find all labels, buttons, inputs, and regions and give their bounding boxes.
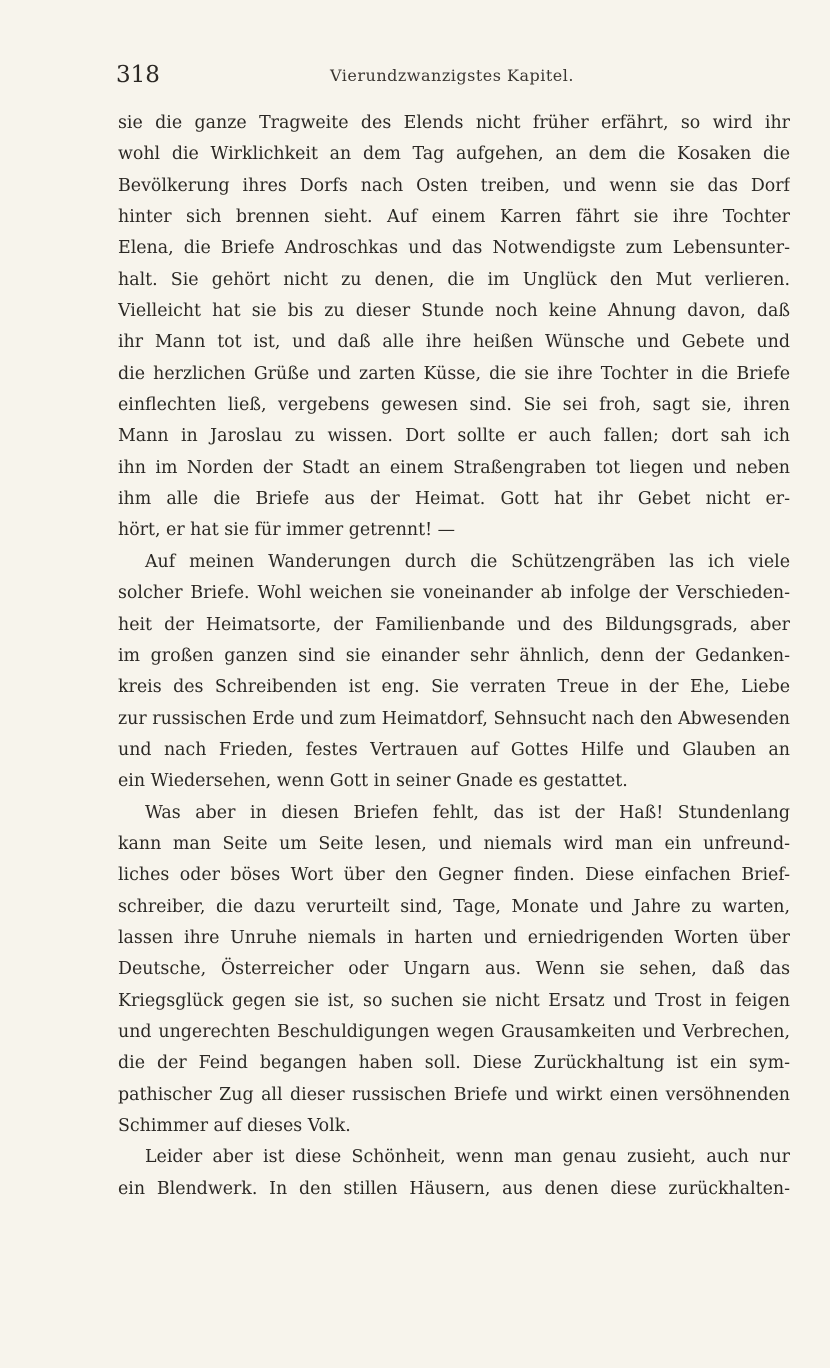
text-line: lassen ihre Unruhe niemals in harten und erniedrigenden Worten über — [118, 927, 790, 948]
text-line: ein Wiedersehen, wenn Gott in seiner Gnade es gestattet. — [118, 771, 628, 792]
page-header — [112, 62, 792, 96]
text-line: wohl die Wirklichkeit an dem Tag aufgehen, an dem die Kosaken die — [118, 144, 790, 165]
body-text — [118, 108, 790, 1205]
text-line: schreiber, die dazu verurteilt sind, Tage, Monate und Jahre zu warten, — [118, 896, 790, 917]
text-line: Auf meinen Wanderungen durch die Schützengräben las ich viele — [145, 551, 790, 572]
text-line: heit der Heimatsorte, der Familienbande und des Bildungsgrads, aber — [118, 614, 790, 635]
text-line: liches oder böses Wort über den Gegner finden. Diese einfachen Brief- — [118, 865, 790, 886]
text-line: Deutsche, Österreicher oder Ungarn aus. Wenn sie sehen, daß das — [118, 959, 790, 980]
text-line: Was aber in diesen Briefen fehlt, das ist der Haß! Stundenlang — [145, 802, 790, 823]
text-line: zur russischen Erde und zum Heimatdorf, Sehnsucht nach den Abwesenden — [118, 708, 790, 729]
text-line: Schimmer auf dieses Volk. — [118, 1116, 351, 1136]
text-line: die herzlichen Grüße und zarten Küsse, die sie ihre Tochter in die Briefe — [118, 363, 790, 384]
text-line: hinter sich brennen sieht. Auf einem Karren fährt sie ihre Tochter — [118, 207, 790, 228]
text-line: Mann in Jaroslau zu wissen. Dort sollte er auch fallen; dort sah ich — [118, 426, 790, 447]
text-line: ihm alle die Briefe aus der Heimat. Gott hat ihr Gebet nicht er- — [118, 489, 790, 510]
text-line: im großen ganzen sind sie einander sehr ähnlich, denn der Gedanken- — [118, 645, 790, 666]
text-line: Kriegsglück gegen sie ist, so suchen sie nicht Ersatz und Trost in feigen — [118, 990, 790, 1011]
running-head: Vierundzwanzigstes Kapitel. — [330, 66, 574, 85]
text-line: halt. Sie gehört nicht zu denen, die im Unglück den Mut verlieren. — [118, 269, 790, 290]
text-line: ein Blendwerk. In den stillen Häusern, aus denen diese zurückhalten- — [118, 1178, 790, 1199]
text-line: Vielleicht hat sie bis zu dieser Stunde noch keine Ahnung davon, daß — [118, 301, 790, 322]
text-line: und ungerechten Beschuldigungen wegen Grausamkeiten und Verbrechen, — [118, 1021, 790, 1042]
text-line: ihr Mann tot ist, und daß alle ihre heißen Wünsche und Gebete und — [118, 332, 790, 353]
text-line: sie die ganze Tragweite des Elends nicht früher erfährt, so wird ihr — [118, 113, 790, 133]
text-line: solcher Briefe. Wohl weichen sie voneinander ab infolge der Verschieden- — [118, 583, 790, 604]
text-line: pathischer Zug all dieser russischen Briefe und wirkt einen versöhnenden — [118, 1084, 790, 1105]
text-line: und nach Frieden, festes Vertrauen auf Gottes Hilfe und Glauben an — [118, 739, 790, 760]
text-line: Leider aber ist diese Schönheit, wenn man genau zusieht, auch nur — [145, 1147, 790, 1168]
text-line: einflechten ließ, vergebens gewesen sind. Sie sei froh, sagt sie, ihren — [118, 395, 790, 416]
text-line: ihn im Norden der Stadt an einem Straßengraben tot liegen und neben — [118, 457, 790, 478]
text-line: Elena, die Briefe Androschkas und das Notwendigste zum Lebensunter- — [118, 238, 790, 259]
text-line: die der Feind begangen haben soll. Diese Zurückhaltung ist ein sym- — [118, 1053, 790, 1074]
text-line: kreis des Schreibenden ist eng. Sie verraten Treue in der Ehe, Liebe — [118, 677, 790, 698]
text-line: Bevölkerung ihres Dorfs nach Osten treiben, und wenn sie das Dorf — [118, 175, 790, 196]
page-number: 318 — [116, 62, 160, 88]
text-line: hört, er hat sie für immer getrennt! — — [118, 520, 456, 541]
text-line: kann man Seite um Seite lesen, und niemals wird man ein unfreund- — [118, 833, 790, 854]
